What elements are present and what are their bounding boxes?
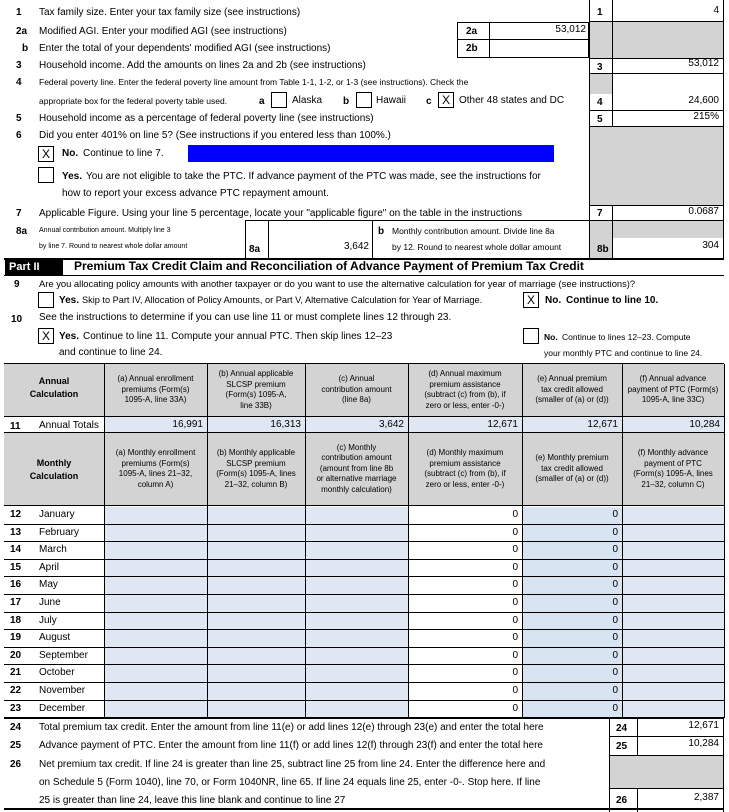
column-header: (b) Monthly applicable	[216, 448, 296, 457]
divider	[724, 364, 725, 718]
month-cell[interactable]	[306, 595, 408, 612]
line-6-question: Did you enter 401% on line 5? (See instructions if you entered less than 100%.)	[39, 130, 391, 141]
month-label: December	[39, 702, 86, 714]
column-header: zero or less, enter -0-)	[425, 479, 505, 489]
column-header: monthly calculation)	[321, 484, 392, 494]
divider	[609, 788, 724, 789]
column-header: (c) Annual	[338, 374, 375, 384]
yes-text: Skip to Part IV, Allocation of Policy Amounts, or Part V, Alternative Calculation for Year of Marriage.	[82, 295, 483, 305]
divider	[589, 126, 724, 127]
line-number: 24	[10, 722, 22, 733]
column-header: (Form(s) 1095-A, lines	[633, 469, 713, 478]
month-cell[interactable]	[208, 560, 305, 577]
month-cell[interactable]	[623, 613, 724, 630]
line-3-label: Household income. Add the amounts on lines 2a and 2b (see instructions)	[39, 60, 366, 71]
box-label: 5	[597, 114, 603, 125]
annual-total-value[interactable]: 3,642	[378, 419, 404, 430]
month-cell[interactable]	[623, 648, 724, 665]
month-cell[interactable]	[208, 577, 305, 594]
line-2a-label: Modified AGI. Enter your modified AGI (see instructions)	[39, 26, 287, 37]
line-26-label: Net premium tax credit. If line 24 is greater than line 25, subtract line 25 from line 24. Enter the difference here and	[39, 759, 546, 770]
line-number: 26	[10, 759, 22, 770]
month-label: July	[39, 614, 57, 626]
box-label: 4	[597, 97, 603, 108]
line-9-question: Are you allocating policy amounts with another taxpayer or do you want to use the alternative calculation for year of marriage (see instructions)?	[39, 278, 636, 289]
month-cell[interactable]	[208, 595, 305, 612]
hawaii-label: Hawaii	[376, 95, 407, 106]
month-label: March	[39, 544, 67, 556]
month-label: November	[39, 685, 86, 696]
month-cell[interactable]	[306, 630, 408, 647]
month-cell[interactable]	[208, 507, 305, 524]
column-header: (c) Monthly	[336, 442, 377, 452]
monthly-ptc-value[interactable]: 0	[612, 509, 618, 520]
gray-block	[590, 22, 612, 58]
line-3-value[interactable]: 53,012	[688, 58, 719, 69]
divider	[723, 718, 724, 812]
month-cell[interactable]	[105, 683, 207, 700]
month-cell[interactable]	[306, 701, 408, 718]
divider	[305, 364, 306, 718]
monthly-max-assistance-value[interactable]: 0	[512, 632, 518, 644]
month-cell[interactable]	[306, 683, 408, 700]
month-cell[interactable]	[306, 613, 408, 630]
month-cell[interactable]	[208, 542, 305, 559]
line-number: 23	[10, 702, 22, 714]
annual-label-2: Calculation	[29, 389, 79, 399]
gray-block	[590, 127, 723, 205]
part-title: Premium Tax Credit Claim and Reconciliation of Advance Payment of Premium Tax Credit	[74, 259, 584, 273]
monthly-ptc-value[interactable]: 0	[612, 667, 618, 679]
line-8a-label: Annual contribution amount. Multiply line 3	[39, 227, 171, 234]
line-5-value[interactable]: 215%	[693, 111, 719, 122]
divider	[622, 364, 623, 718]
divider	[609, 755, 724, 756]
line-number: 16	[10, 579, 22, 591]
option-letter: a	[259, 96, 265, 107]
line-number: 1	[16, 7, 22, 18]
box-label: 25	[616, 741, 628, 752]
monthly-max-assistance-value[interactable]: 0	[512, 667, 518, 679]
month-cell[interactable]	[623, 542, 724, 559]
alaska-label: Alaska	[292, 95, 323, 106]
yes-label: Yes.	[59, 331, 80, 342]
monthly-max-assistance-value[interactable]: 0	[512, 614, 518, 626]
no-label: No.	[544, 332, 558, 342]
month-cell[interactable]	[623, 577, 724, 594]
monthly-ptc-value[interactable]: 0	[612, 685, 618, 696]
month-label: September	[39, 649, 88, 661]
column-header: line 33B)	[240, 400, 272, 410]
column-header: (b) Annual applicable	[218, 369, 294, 378]
line-number: 2a	[16, 26, 28, 37]
month-cell[interactable]	[105, 701, 207, 718]
divider	[4, 275, 724, 276]
divider	[589, 21, 724, 22]
line-number: 3	[16, 60, 22, 71]
month-cell[interactable]	[306, 507, 408, 524]
line-26-value[interactable]: 2,387	[693, 792, 719, 803]
monthly-ptc-value[interactable]: 0	[612, 614, 618, 626]
column-header: tax credit allowed	[541, 384, 603, 394]
gray-block	[613, 22, 723, 58]
line-26-label-2: on Schedule 5 (Form 1040), line 70, or Form 1040NR, line 65. If line 24 equals line 25, enter -0-. Stop here. If line	[39, 777, 541, 788]
month-cell[interactable]	[306, 542, 408, 559]
column-header: (line 8a)	[342, 395, 371, 405]
month-cell[interactable]	[105, 613, 207, 630]
month-label: August	[39, 632, 71, 644]
divider	[245, 220, 724, 221]
column-header: payment of PTC	[644, 458, 702, 468]
annual-total-value[interactable]: 10,284	[689, 419, 720, 430]
month-cell[interactable]	[208, 613, 305, 630]
yes-label: Yes.	[62, 171, 83, 182]
yes-text-2: and continue to line 24.	[59, 347, 163, 358]
divider	[4, 808, 724, 810]
line-number: 4	[16, 77, 22, 88]
line-number: 22	[10, 685, 22, 696]
line-number: 10	[11, 314, 23, 325]
monthly-max-assistance-value[interactable]: 0	[512, 597, 518, 608]
line-9-no-checkbox[interactable]: X	[523, 292, 539, 308]
month-cell[interactable]	[105, 648, 207, 665]
yes-text-2: how to report your excess advance PTC repayment amount.	[62, 188, 329, 199]
monthly-max-assistance-value[interactable]: 0	[512, 526, 518, 538]
divider	[245, 220, 246, 258]
month-cell[interactable]	[623, 701, 724, 718]
month-cell[interactable]	[208, 683, 305, 700]
column-header: payment of PTC (Form(s)	[627, 384, 719, 394]
annual-total-value[interactable]: 16,313	[270, 419, 301, 430]
annual-label: Annual	[38, 376, 70, 386]
column-header: (a) Monthly enrollment	[115, 448, 196, 457]
line-number: 21	[10, 667, 22, 679]
line-10-text: See the instructions to determine if you can use line 11 or must complete lines 12 through 23.	[39, 312, 452, 323]
month-cell[interactable]	[623, 665, 724, 682]
month-label: June	[39, 597, 61, 608]
column-header: SLCSP premium	[226, 458, 286, 468]
box-label: 2a	[466, 26, 478, 37]
divider	[609, 736, 724, 737]
other-48-states-checkbox[interactable]: X	[438, 92, 454, 108]
month-cell[interactable]	[208, 701, 305, 718]
column-header: (f) Monthly advance	[637, 448, 709, 457]
line-4-value[interactable]: 24,600	[688, 95, 719, 106]
month-cell[interactable]	[105, 525, 207, 542]
month-cell[interactable]	[208, 630, 305, 647]
divider	[4, 718, 724, 719]
monthly-label: Monthly	[36, 458, 72, 468]
line-7-label: Applicable Figure. Using your line 5 percentage, locate your "applicable figure" on the table in the instructions	[39, 208, 522, 219]
line-number: 7	[16, 208, 22, 219]
annual-totals-label: Annual Totals	[39, 420, 99, 431]
column-header: tax credit allowed	[541, 463, 603, 473]
monthly-ptc-value[interactable]: 0	[612, 561, 618, 573]
line-1-value[interactable]: 4	[713, 5, 719, 16]
monthly-ptc-value[interactable]: 0	[612, 544, 618, 556]
line-1-label: Tax family size. Enter your tax family size (see instructions)	[39, 7, 301, 18]
column-header: 21–32, column B)	[224, 479, 288, 489]
box-label: 26	[616, 795, 628, 806]
column-header: contribution amount	[321, 453, 392, 463]
divider	[489, 22, 490, 58]
monthly-max-assistance-value[interactable]: 0	[512, 579, 518, 591]
divider	[408, 364, 409, 718]
month-cell[interactable]	[306, 577, 408, 594]
column-header: premiums (Form(s)	[121, 458, 190, 468]
line-26-label-3: 25 is greater than line 24, leave this line blank and continue to line 27	[39, 795, 346, 806]
annual-total-value[interactable]: 12,671	[587, 419, 618, 430]
divider	[207, 364, 208, 718]
line-number: 17	[10, 597, 22, 608]
divider	[4, 505, 724, 506]
monthly-ptc-value[interactable]: 0	[612, 649, 618, 661]
month-cell[interactable]	[623, 683, 724, 700]
column-header: (amount from line 8b	[319, 463, 394, 473]
monthly-max-assistance-value[interactable]: 0	[512, 544, 518, 556]
column-header: (d) Annual maximum	[428, 369, 502, 378]
column-header: 1095-A, line 33C)	[641, 395, 705, 405]
column-header: premium assistance	[429, 379, 501, 389]
column-header: or alternative marriage	[316, 474, 397, 484]
box-label: 7	[597, 208, 603, 219]
month-label: April	[39, 561, 60, 573]
month-cell[interactable]	[623, 507, 724, 524]
line-number: 18	[10, 614, 22, 626]
line-9-yes-checkbox[interactable]	[38, 292, 54, 308]
other-48-states-label: Other 48 states and DC	[459, 95, 565, 106]
month-cell[interactable]	[105, 630, 207, 647]
month-cell[interactable]	[105, 595, 207, 612]
column-header: (smaller of (a) or (d))	[535, 474, 609, 484]
box-label: 2b	[466, 43, 478, 54]
no-text: Continue to line 7.	[83, 148, 164, 159]
line-25-label: Advance payment of PTC. Enter the amount from line 11(f) or add lines 12(f) through 23(f) and enter the total here	[39, 740, 543, 751]
column-header: 1095-A, line 33A)	[124, 395, 187, 405]
alaska-checkbox[interactable]	[271, 92, 287, 108]
monthly-max-assistance-value[interactable]: 0	[512, 649, 518, 661]
gray-block	[613, 220, 723, 238]
yes-text: Continue to line 11. Compute your annual PTC. Then skip lines 12–23	[83, 331, 393, 342]
line-24-label: Total premium tax credit. Enter the amount from line 11(e) or add lines 12(e) through 23(e) and enter the total here	[39, 722, 544, 733]
line-number: b	[22, 43, 29, 54]
column-header: premiums (Form(s)	[121, 384, 190, 394]
box-label: 8a	[249, 244, 261, 255]
column-header: (Form(s) 1095-A, lines	[216, 469, 296, 478]
monthly-ptc-value[interactable]: 0	[612, 526, 618, 538]
line-number: 5	[16, 113, 22, 124]
month-cell[interactable]	[306, 665, 408, 682]
month-label: October	[39, 667, 75, 679]
line-10-no-checkbox[interactable]	[523, 328, 539, 344]
divider	[522, 364, 523, 718]
column-header: (f) Annual advance	[639, 374, 707, 384]
line-number: 11	[10, 421, 21, 432]
divider	[268, 220, 269, 258]
line-5-label: Household income as a percentage of federal poverty line (see instructions)	[39, 113, 374, 124]
column-header: (subtract (c) from (b), if	[424, 469, 506, 478]
column-header: (a) Annual enrollment	[117, 374, 194, 384]
monthly-max-assistance-value[interactable]: 0	[512, 702, 518, 714]
monthly-max-assistance-value[interactable]: 0	[512, 509, 518, 520]
column-header: 21–32, column C)	[641, 479, 705, 489]
line-8a-value[interactable]: 3,642	[343, 241, 369, 252]
line-number: 14	[10, 544, 22, 556]
divider	[372, 220, 373, 258]
line-number: 25	[10, 740, 22, 751]
no-label: No.	[62, 148, 79, 159]
month-cell[interactable]	[306, 560, 408, 577]
line-number: 13	[10, 526, 22, 538]
column-header: (subtract (c) from (b), if	[424, 390, 506, 399]
monthly-max-assistance-value[interactable]: 0	[512, 561, 518, 573]
gray-block	[590, 74, 612, 94]
hawaii-checkbox[interactable]	[356, 92, 372, 108]
no-text: Continue to line 10.	[566, 295, 659, 306]
line-6-no-checkbox[interactable]: X	[38, 146, 54, 162]
line-number: 15	[10, 561, 22, 573]
line-8b-label-2: by 12. Round to nearest whole dollar amount	[392, 242, 562, 252]
month-cell[interactable]	[208, 665, 305, 682]
month-cell[interactable]	[105, 560, 207, 577]
line-2b-label: Enter the total of your dependents' modified AGI (see instructions)	[39, 43, 331, 54]
month-cell[interactable]	[208, 525, 305, 542]
divider	[589, 73, 724, 74]
annual-total-value[interactable]: 12,671	[487, 419, 518, 430]
highlight-bar	[188, 145, 554, 162]
line-24-value[interactable]: 12,671	[688, 720, 719, 731]
part-label: Part II	[5, 259, 63, 275]
month-cell[interactable]	[623, 630, 724, 647]
column-header: zero or less, enter -0-)	[425, 400, 505, 410]
month-cell[interactable]	[623, 595, 724, 612]
column-header: (d) Monthly maximum	[426, 448, 504, 457]
monthly-label-2: Calculation	[29, 471, 79, 481]
divider	[104, 364, 105, 718]
month-cell[interactable]	[306, 648, 408, 665]
no-text: Continue to lines 12–23. Compute	[562, 332, 691, 342]
line-4-label: Federal poverty line. Enter the federal poverty line amount from Table 1-1, 1-2, or 1-3 (see instructions). Check the	[39, 77, 469, 87]
line-7-value[interactable]: 0.0687	[688, 206, 719, 217]
option-letter: b	[343, 96, 350, 107]
monthly-max-assistance-value[interactable]: 0	[512, 685, 518, 696]
line-10-yes-checkbox[interactable]: X	[38, 328, 54, 344]
column-header: column A)	[137, 479, 174, 489]
line-number: 19	[10, 632, 22, 644]
column-header: (smaller of (a) or (d))	[535, 395, 609, 405]
column-header: SLCSP premium	[226, 379, 286, 389]
month-cell[interactable]	[623, 525, 724, 542]
column-header: 1095-A, lines 21–32,	[118, 469, 193, 478]
line-number: 9	[14, 279, 20, 290]
month-cell[interactable]	[105, 665, 207, 682]
column-header: (e) Annual premium	[537, 374, 607, 384]
month-label: January	[39, 509, 75, 520]
column-header: premium assistance	[429, 458, 501, 468]
column-header: (Form(s) 1095-A,	[225, 390, 287, 399]
line-number: b	[378, 226, 385, 237]
no-label: No.	[545, 295, 562, 306]
line-2a-value[interactable]: 53,012	[555, 24, 586, 35]
line-number: 12	[10, 509, 22, 520]
yes-label: Yes.	[59, 295, 80, 306]
line-number: 20	[10, 649, 22, 661]
month-label: May	[39, 579, 58, 591]
month-cell[interactable]	[105, 577, 207, 594]
line-8b-value[interactable]: 304	[702, 240, 719, 251]
divider	[457, 39, 589, 40]
line-number: 8a	[16, 226, 28, 237]
line-8b-label: Monthly contribution amount. Divide line 8a	[392, 226, 555, 236]
month-cell[interactable]	[105, 542, 207, 559]
box-label: 3	[597, 62, 603, 73]
line-number: 6	[16, 130, 22, 141]
month-cell[interactable]	[208, 648, 305, 665]
box-label: 1	[597, 7, 603, 18]
monthly-ptc-value[interactable]: 0	[612, 632, 618, 644]
box-label: 24	[616, 723, 628, 734]
month-cell[interactable]	[105, 507, 207, 524]
annual-total-value[interactable]: 16,991	[172, 419, 203, 430]
no-text-2: your monthly PTC and continue to line 24.	[544, 348, 703, 358]
monthly-ptc-value[interactable]: 0	[612, 702, 618, 714]
month-cell[interactable]	[623, 560, 724, 577]
box-label: 8b	[597, 244, 609, 255]
line-8a-label-2: by line 7. Round to nearest whole dollar amount	[39, 243, 188, 250]
option-letter: c	[426, 96, 432, 107]
monthly-ptc-value[interactable]: 0	[612, 579, 618, 591]
gray-block	[610, 756, 723, 788]
yes-text: You are not eligible to take the PTC. If advance payment of the PTC was made, see the instructions for	[86, 171, 541, 182]
month-label: February	[39, 526, 80, 538]
month-cell[interactable]	[306, 525, 408, 542]
line-25-value[interactable]: 10,284	[688, 738, 719, 749]
column-header: contribution amount	[321, 384, 392, 394]
monthly-ptc-value[interactable]: 0	[612, 597, 618, 608]
line-4-label-2: appropriate box for the federal poverty table used.	[39, 96, 228, 106]
line-6-yes-checkbox[interactable]	[38, 167, 54, 183]
column-header: (e) Monthly premium	[535, 453, 609, 463]
